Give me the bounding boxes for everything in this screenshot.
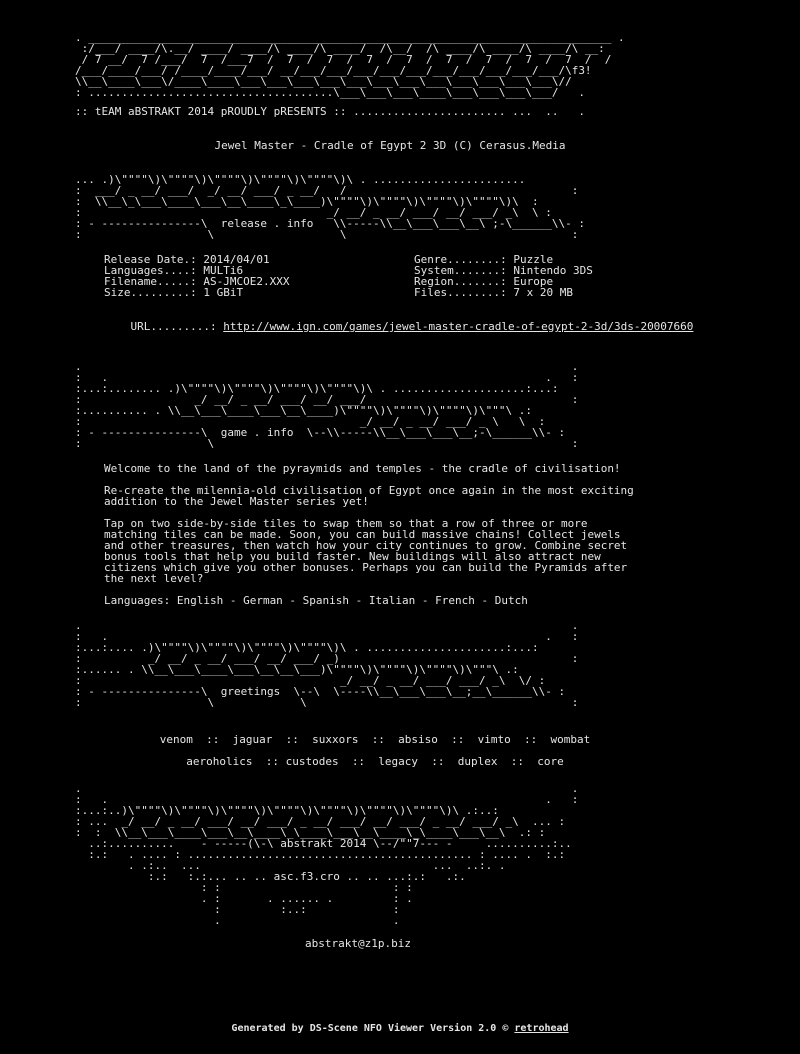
system-row: System.......: Nintendo 3DS xyxy=(414,264,593,277)
greetings-line-2: aeroholics :: custodes :: legacy :: duplex :: core xyxy=(186,755,564,768)
genre-value: Puzzle xyxy=(513,253,554,266)
release-info-label: : - ---------------\ release . info \\-----\\__\___\___\__\ ;-\______\\- : : \ \ : xyxy=(75,217,585,241)
filename-value: AS-JMCOE2.XXX xyxy=(203,275,290,288)
game-description xyxy=(75,463,775,606)
release-info-table xyxy=(104,254,775,298)
retrohead-link[interactable]: retrohead xyxy=(514,1023,569,1034)
release-info-ascii-banner: ... .)\""""\)\""""\)\""""\)\""""\)\""""\)\ . ....................... : ___/ _ __/ ___/ _/ __/ ___/ _ __/ / : : \\__\_\___\____\___\__\____\_\____)\""""\)\""""\)\""""\)\""""\)\ : : _/ __/ _ __/ ___/ __/ ___/ _\ \ : xyxy=(75,173,579,219)
game-paragraph-2: Re-create the milennia-old civilisation of Egypt once again in the most exciting addition to the Jewel Master series yet! xyxy=(104,484,634,508)
release-info-right-column xyxy=(414,254,734,298)
url-row: URL.........: http://www.ign.com/games/jewel-master-cradle-of-egypt-2-3d/3ds-20007660 xyxy=(130,320,694,333)
release-date-value: 2014/04/01 xyxy=(203,253,270,266)
nfo-document xyxy=(75,30,775,950)
languages-value: MULTi6 xyxy=(203,264,244,277)
greetings-label: : - ---------------\ greetings \--\ \----\\__\___\___\__;__\______\\- : : \ \ : xyxy=(75,685,579,709)
system-value: Nintendo 3DS xyxy=(513,264,593,277)
contact-email: abstrakt@z1p.biz xyxy=(305,937,411,950)
game-languages: Languages: English - German - Spanish - Italian - French - Dutch xyxy=(104,594,528,607)
greetings-ascii-banner: . . : . . : :...:.... .)\""""\)\""""\)\""""\)\""""\)\ . .....................:...: : _/ __/ _ __/ ___/ __/ ___/ _) : :...... . \\__\___\____\___\__\__\___)\""""\)\""""\)\""""\)\"""\ .: : _/ __/ _ __/ ___/ ___/ _\ \/ : xyxy=(75,619,579,687)
intro-line: :: tEAM aBSTRAKT 2014 pROUDLY pRESENTS :: ....................... ... .. . xyxy=(75,105,585,118)
files-value: 7 x 20 MB xyxy=(513,286,573,299)
game-info-label: : - ---------------\ game . info \--\\-----\\__\___\___\__;-\______\\- : : \ : xyxy=(75,426,579,450)
genre-row: Genre........: Puzzle xyxy=(414,253,554,266)
files-row: Files........: 7 x 20 MB xyxy=(414,286,573,299)
header-ascii-logo: . _______________________________________________________________________________ . :/___/ ____/\.__/ ____/ ____/\ ____/\ ____/ /\__/ /\ ____/\ ____/\ ____/\ __: / 7 __/ 7 /___/ 7 /___7 / 7 / 7 / 7 / 7 / 7 / 7 / 7 / 7 / / /___/____/___/ /____/____/___/ __/___/___/___/___/___/___/___/___/___/___/\f3! \\__\____\___\/____\____\___\___\___\___\___\___\___\___\___\___\___\___\// : .....................................\___\___\___\____\___\___\___\___/ . xyxy=(75,31,625,99)
footer-text: Generated by DS-Scene NFO Viewer Version 2.0 © xyxy=(231,1023,515,1034)
release-date-row: Release Date.: 2014/04/01 xyxy=(104,253,270,266)
size-row: Size.........: 1 GBiT xyxy=(104,286,244,299)
languages-row: Languages....: MULTi6 xyxy=(104,264,244,277)
url-link[interactable]: http://www.ign.com/games/jewel-master-cradle-of-egypt-2-3d/3ds-20007660 xyxy=(223,320,694,333)
game-paragraph-3: Tap on two side-by-side tiles to swap them so that a row of three or more matching tiles can be made. Soon, you can build massive chains! Collect jewels and other treasures, then watch how your city continues to grow. Combine secret bonus tools that help you build faster. New buildings will also attract new citizens which give you other bonuses. Perhaps you can build the Pyramids after the next level? xyxy=(104,517,628,585)
size-value: 1 GBiT xyxy=(203,286,244,299)
game-paragraph-1: Welcome to the land of the pyraymids and temples - the cradle of civilisation! xyxy=(104,462,621,475)
viewer-footer xyxy=(0,1023,800,1034)
filename-row: Filename.....: AS-JMCOE2.XXX xyxy=(104,275,290,288)
region-value: Europe xyxy=(513,275,554,288)
game-info-ascii-banner: . . : . . : :...:........ .)\""""\)\""""\)\""""\)\""""\)\ . ....................:...: : _/ __/ _ __/ ___/ __/ ___/ : :.......... . \\__\___\____\___\__\____)\""""\)\""""\)\""""\)\"""\ .: : _/ __/ _ __/ ___/ _ \ \ : xyxy=(75,360,579,428)
greetings-line-1: venom :: jaguar :: suxxors :: absiso :: vimto :: wombat xyxy=(159,733,591,746)
release-title: Jewel Master - Cradle of Egypt 2 3D (C) Cerasus.Media xyxy=(214,139,566,152)
release-info-left-column xyxy=(104,254,414,298)
closing-ascii-art: . . : . . : :...:..)\""""\)\""""\)\""""\)\""""\)\""""\)\""""\)\""""\)\ .:..: : ... _/ __/ _ __/ ___/ __/ ___/ _ __/ ___/ __/ ___/ _ __/ ___/ _\ ... : : : \\__\___\____\___\__\____\_\____\___\__\____\_\____\___\__\ .: : ..:.......... - -----(\-\ abstrakt 2014 \--/""7--- - ..........:.. :.: . .... : ........................................... : .... . :.: . .:.. ... ... ..:. . :.: :.:... .. .. asc.f3.cro .. .. ...:.: .:. : : : : . : . ...... . : . : :..: : . . xyxy=(75,782,579,927)
region-row: Region.......: Europe xyxy=(414,275,554,288)
